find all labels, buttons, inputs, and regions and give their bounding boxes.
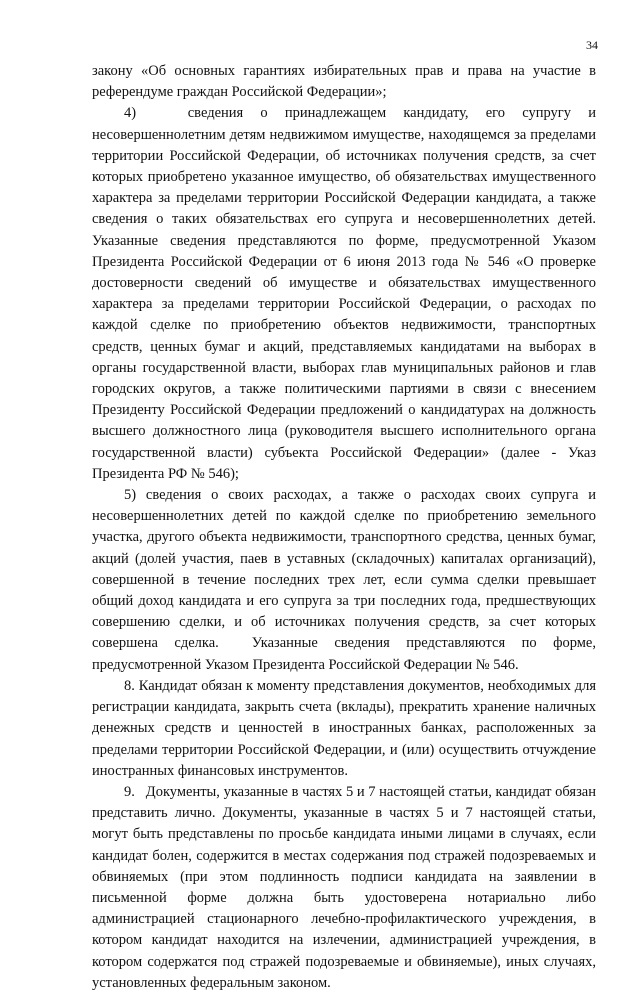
paragraph-part-9-document-submission: 9. Документы, указанные в частях 5 и 7 настоящей статьи, кандидат обязан представить лично. Документы, указанные в частях 5 и 7 настоящей статьи, могут быть представлены по просьбе кандидата иными лицами в случаях, если кандидат болен, содержится в местах содержания под стражей подозреваемых и обвиняемых (при этом подлинность подписи кандидата на заявлении в письменной форме должна быть удостоверена нотариально либо администрацией стационарного лечебно-профилактического учреждения, в котором кандидат находится на излечении, администрацией учреждения, в котором содержатся под стражей подозреваемые и обвиняемые), иных случаях, установленных федеральным законом. xyxy=(92,783,596,991)
document-body xyxy=(92,61,596,994)
paragraph-part-8-foreign-accounts: 8. Кандидат обязан к моменту представления документов, необходимых для регистрации кандидата, закрыть счета (вклады), прекратить хранение наличных денежных средств и ценностей в иностранных банках, расположенных за пределами территории Российской Федерации, и (или) осуществить отчуждение иностранных финансовых инструментов. xyxy=(92,677,596,779)
page-number: 34 xyxy=(586,38,598,52)
paragraph-law-reference-continuation: закону «Об основных гарантиях избирательных прав и права на участие в референдуме граждан Российской Федерации»; xyxy=(92,63,596,101)
paragraph-item-5-expenses: 5) сведения о своих расходах, а также о расходах своих супруга и несовершеннолетних детей по каждой сделке по приобретению земельного участка, другого объекта недвижимости, транспортного средства, ценных бумаг, акций (долей участия, паев в уставных (складочных) капиталах организаций), совершенной в течение последних трех лет, если сумма сделки превышает общий доход кандидата и его супруга за три последних года, предшествующих совершению сделки, и об источниках получения средств, за счет которых совершена сделка. Указанные сведения представляются по форме, предусмотренной Указом Президента Российской Федерации № 546. xyxy=(92,487,596,673)
paragraph-item-4-foreign-property: 4) сведения о принадлежащем кандидату, его супругу и несовершеннолетним детям недвижимом имуществе, находящемся за пределами территории Российской Федерации, об источниках получения средств, за счет которых приобретено указанное имущество, об обязательствах имущественного характера за пределами территории Российской Федерации кандидата, а также сведения о таких обязательствах его супруга и несовершеннолетних детей. Указанные сведения представляются по форме, предусмотренной Указом Президента Российской Федерации от 6 июня 2013 года № 546 «О проверке достоверности сведений об имуществе и обязательствах имущественного характера за пределами территории Российской Федерации, о расходах по каждой сделке по приобретению объектов недвижимости, транспортных средств, ценных бумаг и акций, представляемых кандидатами на выборах в органы государственной власти, выборах глав муниципальных районов и глав городских округов, а также политическими партиями в связи с внесением Президенту Российской Федерации предложений о кандидатурах на должность высшего должностного лица (руководителя высшего исполнительного органа государственной власти) субъекта Российской Федерации» (далее - Указ Президента РФ № 546); xyxy=(92,105,596,482)
